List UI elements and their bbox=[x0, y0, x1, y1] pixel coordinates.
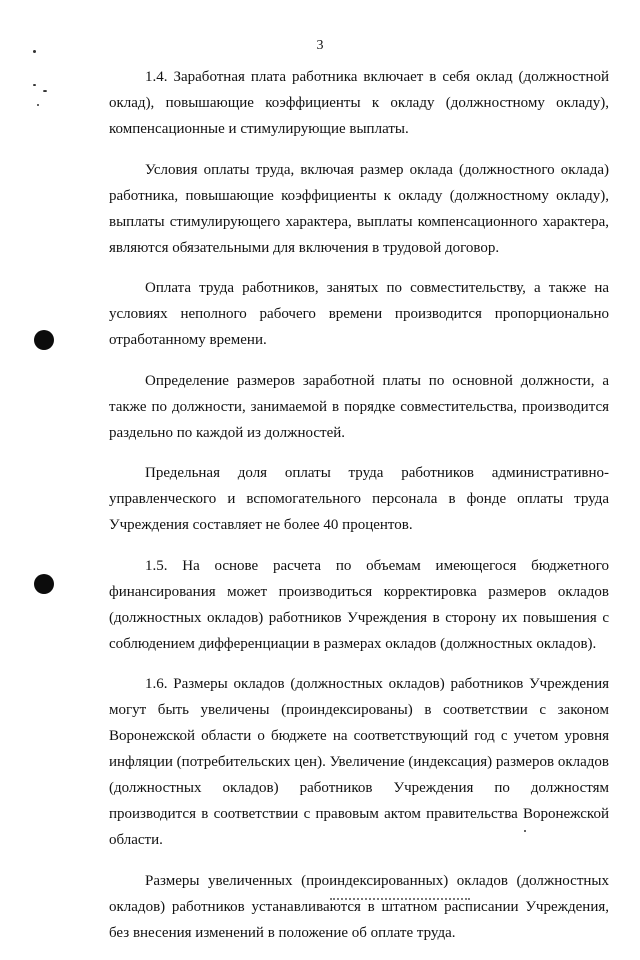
page-number: 3 bbox=[316, 38, 324, 53]
punch-hole-bottom bbox=[34, 574, 54, 594]
paragraph-1-4: 1.4. Заработная плата работника включает в себя оклад (должностной оклад), повышающие коэффициенты к окладу (должностному окладу), компенсационные и стимулирующие выплаты. bbox=[109, 69, 609, 137]
scan-speck bbox=[37, 104, 39, 106]
scan-speck bbox=[43, 90, 47, 92]
scan-speck bbox=[33, 50, 36, 53]
paragraph-part-time-pay: Оплата труда работников, занятых по совместительству, а также на условиях неполного рабочего времени производится пропорционально отработанному времени. bbox=[109, 280, 609, 348]
paragraph-increased-salaries: Размеры увеличенных (проиндексированных) окладов (должностных окладов) работников устанавливаются в штатном расписании Учреждения, без внесения изменений в положение об оплате труда. bbox=[109, 872, 609, 941]
paragraph-admin-share: Предельная доля оплаты труда работников административно-управленческого и вспомогательного персонала в фонде оплаты труда Учреждения составляет не более 40 процентов. bbox=[109, 465, 609, 533]
document-body bbox=[109, 64, 609, 960]
paragraph-1-5: 1.5. На основе расчета по объемам имеющегося бюджетного финансирования может производиться корректировка размеров окладов (должностных окладов) работников Учреждения в сторону их повышения с соблюдением дифференциации в размерах окладов (должностных окладов). bbox=[109, 557, 609, 652]
paragraph-1-6: 1.6. Размеры окладов (должностных окладов) работников Учреждения могут быть увеличены (проиндексированы) в соответствии с законом Воронежской области о бюджете на соответствующий год с учетом уровня инфляции (потребительских цен). Увеличение (индексация) размеров окладов (должностных окладов) работников Учреждения по должностям производится в соответствии с правовым актом правительства Воронежской области. bbox=[109, 676, 609, 848]
punch-hole-top bbox=[34, 330, 54, 350]
scan-speck bbox=[33, 84, 36, 86]
paragraph-salary-determination: Определение размеров заработной платы по основной должности, а также по должности, занимаемой в порядке совместительства, производится раздельно по каждой из должностей. bbox=[109, 372, 609, 441]
paragraph-pay-conditions: Условия оплаты труда, включая размер оклада (должностного оклада) работника, повышающие коэффициенты к окладу (должностному окладу), выплаты стимулирующего характера, выплаты компенсационного характера, являются обязательными для включения в трудовой договор. bbox=[109, 161, 609, 256]
